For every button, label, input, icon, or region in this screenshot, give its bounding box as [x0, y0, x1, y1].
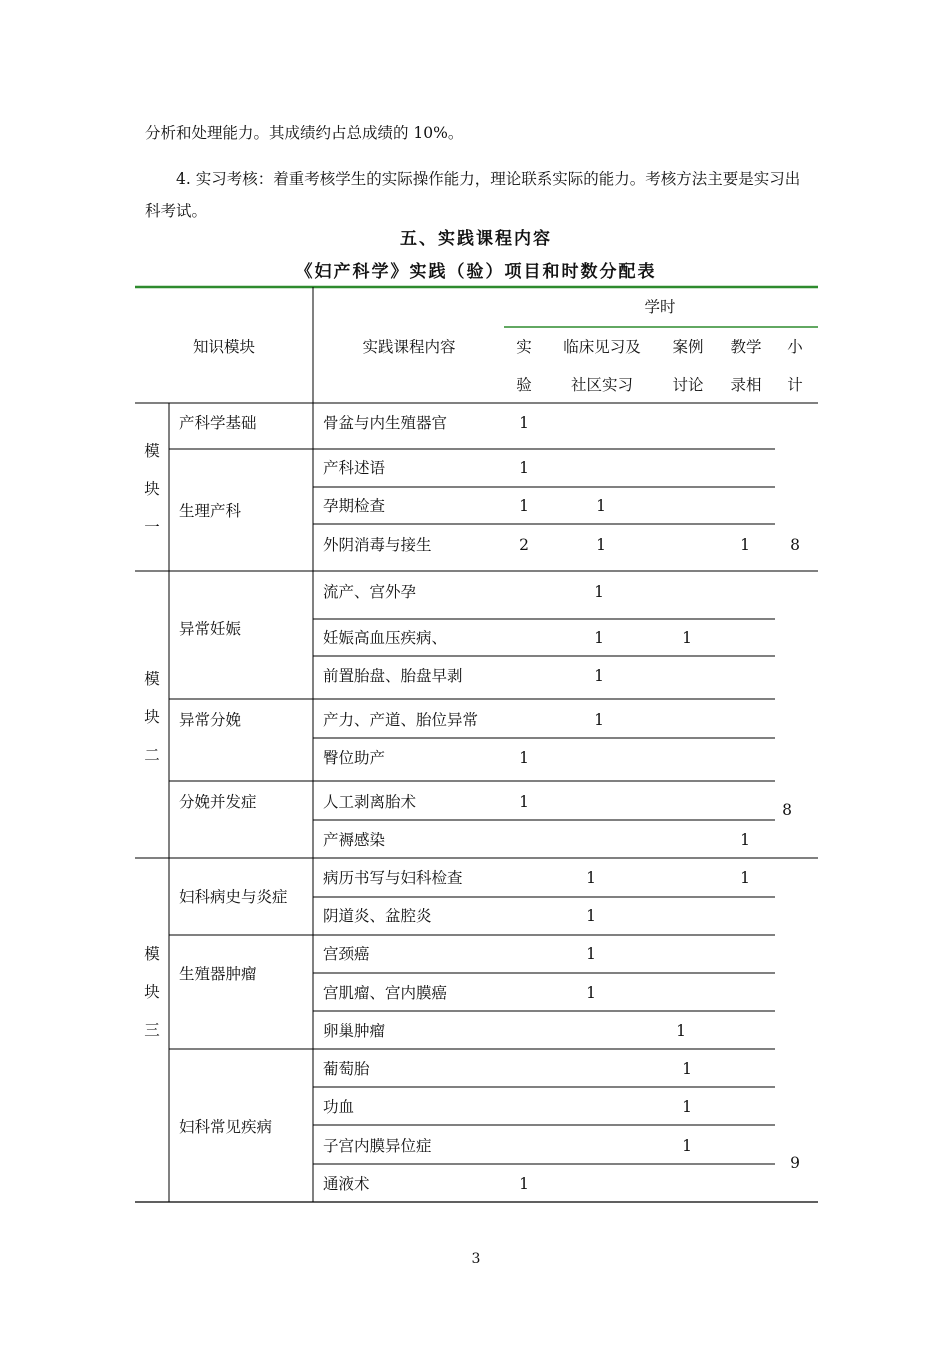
table-row	[323, 1022, 686, 1040]
row-clinical: 1	[596, 497, 606, 515]
row-content: 宫颈癌	[323, 945, 370, 963]
row-clinical: 1	[596, 536, 606, 554]
row-content: 子宫内膜异位症	[323, 1137, 432, 1155]
module-label: 二	[144, 746, 160, 764]
row-experiment: 1	[519, 749, 529, 767]
table-row	[323, 792, 529, 811]
row-content: 功血	[323, 1098, 355, 1116]
header-video: 教学	[730, 338, 762, 356]
header-clinical: 社区实习	[570, 376, 634, 394]
row-case: 1	[682, 1060, 692, 1078]
row-content: 臀位助产	[323, 749, 386, 767]
row-clinical: 1	[594, 629, 604, 647]
row-video: 1	[740, 831, 750, 849]
table-row	[323, 1098, 692, 1116]
module-subtotal: 8	[790, 536, 800, 554]
row-clinical: 1	[586, 984, 596, 1002]
row-experiment: 2	[519, 536, 529, 554]
group-label: 异常分娩	[179, 711, 242, 729]
module-label: 模	[144, 670, 160, 688]
paragraph-internship-assessment: 4. 实习考核：着重考核学生的实际操作能力，理论联系实际的能力。考核方法主要是实习出科考试。	[145, 170, 801, 220]
table-row	[323, 711, 604, 729]
section-title: 五、实践课程内容	[400, 229, 552, 249]
table-row	[323, 945, 596, 963]
group-label: 妇科常见疾病	[179, 1118, 273, 1136]
table-row	[323, 907, 596, 925]
row-content: 产褥感染	[323, 831, 386, 849]
row-clinical: 1	[594, 583, 604, 601]
row-experiment: 1	[519, 497, 529, 515]
row-clinical: 1	[586, 907, 596, 925]
row-case: 1	[682, 629, 692, 647]
row-content: 卵巢肿瘤	[323, 1022, 386, 1040]
row-content: 阴道炎、盆腔炎	[323, 907, 432, 925]
table-row	[323, 536, 750, 554]
header-subtotal: 小	[787, 338, 803, 356]
table-row	[323, 414, 529, 432]
module-label: 模	[144, 442, 160, 460]
module-label: 三	[144, 1021, 160, 1039]
page-number: 3	[471, 1251, 481, 1267]
row-content: 宫肌瘤、宫内膜癌	[323, 984, 448, 1002]
group-label: 生理产科	[179, 502, 242, 520]
table-row	[323, 869, 750, 887]
table-row	[323, 1175, 529, 1193]
row-experiment: 1	[519, 1175, 529, 1193]
group-label: 异常妊娠	[179, 620, 242, 638]
module-label: 模	[144, 945, 160, 963]
group-label: 产科学基础	[179, 414, 257, 432]
row-experiment: 1	[519, 459, 529, 477]
table-row	[323, 459, 529, 477]
row-video: 1	[740, 536, 750, 554]
row-content: 通液术	[323, 1175, 370, 1193]
header-hours: 学时	[644, 298, 676, 316]
row-content: 产力、产道、胎位异常	[323, 711, 479, 729]
header-clinical: 临床见习及	[563, 338, 641, 356]
module-label: 块	[144, 983, 160, 1001]
table-row	[323, 1137, 692, 1155]
group-label: 分娩并发症	[179, 793, 257, 811]
row-content: 病历书写与妇科检查	[323, 869, 463, 887]
row-case: 1	[676, 1022, 686, 1040]
row-case: 1	[682, 1098, 692, 1116]
header-subtotal: 计	[787, 376, 803, 394]
row-content: 孕期检查	[323, 497, 386, 515]
row-content: 骨盆与内生殖器官	[323, 414, 448, 432]
row-content: 产科述语	[323, 459, 386, 477]
header-experiment: 验	[516, 376, 532, 394]
row-content: 外阴消毒与接生	[323, 536, 432, 554]
table-row	[323, 831, 750, 849]
module-label: 块	[144, 708, 160, 726]
header-case: 案例	[672, 338, 704, 356]
table-row	[323, 749, 529, 767]
row-content: 流产、宫外孕	[323, 583, 417, 601]
table-row	[323, 666, 604, 685]
module-label: 块	[144, 480, 160, 498]
group-label: 妇科病史与炎症	[179, 888, 288, 906]
group-label: 生殖器肿瘤	[179, 965, 257, 983]
module-subtotal: 9	[790, 1154, 800, 1172]
row-content: 前置胎盘、胎盘早剥	[323, 667, 463, 685]
row-experiment: 1	[519, 793, 529, 811]
row-content: 人工剥离胎术	[323, 793, 417, 811]
table-row	[323, 1059, 692, 1078]
header-case: 讨论	[672, 376, 704, 394]
table-title: 《妇产科学》实践（验）项目和时数分配表	[295, 262, 657, 282]
module-label: 一	[144, 518, 160, 536]
row-video: 1	[740, 869, 750, 887]
table-row	[323, 628, 692, 647]
table-row	[323, 984, 596, 1002]
row-experiment: 1	[519, 414, 529, 432]
header-knowledge-module: 知识模块	[192, 338, 256, 356]
row-clinical: 1	[594, 711, 604, 729]
row-case: 1	[682, 1137, 692, 1155]
header-experiment: 实	[516, 338, 532, 356]
row-clinical: 1	[586, 869, 596, 887]
header-course-content: 实践课程内容	[362, 338, 456, 356]
row-clinical: 1	[594, 667, 604, 685]
row-clinical: 1	[586, 945, 596, 963]
row-content: 妊娠高血压疾病、	[323, 629, 448, 647]
module-subtotal: 8	[782, 801, 792, 819]
table-row	[323, 497, 606, 515]
paragraph-continued: 分析和处理能力。其成绩约占总成绩的 10%。	[145, 124, 464, 142]
table-row	[323, 583, 604, 601]
row-content: 葡萄胎	[323, 1060, 370, 1078]
header-video: 录相	[730, 376, 762, 394]
